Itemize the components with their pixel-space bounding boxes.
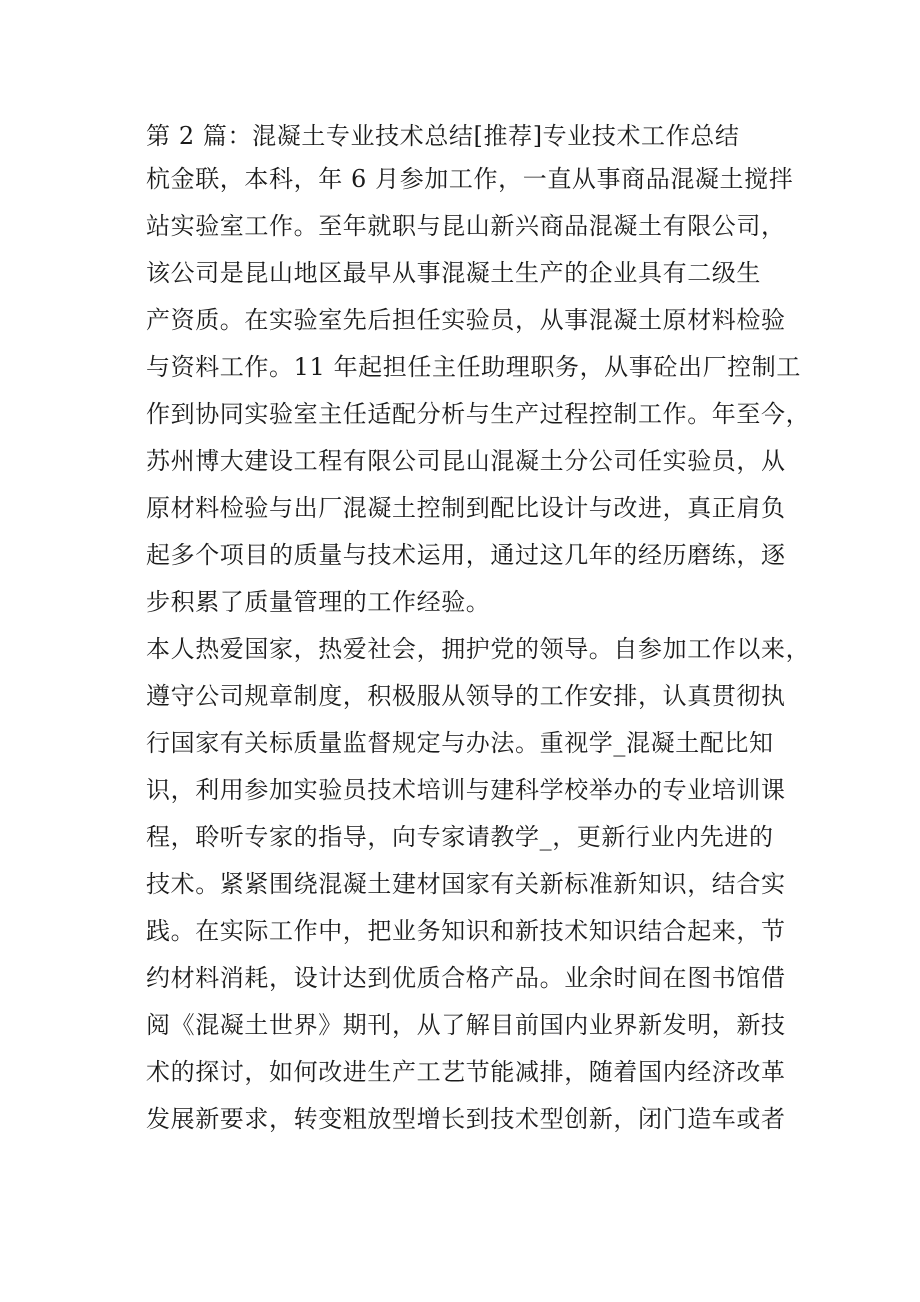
- paragraph-1-line: 产资质。在实验室先后担任实验员，从事混凝土原材料检验: [146, 306, 786, 334]
- paragraph-2-line: 本人热爱国家，热爱社会，拥护党的领导。自参加工作以来，: [146, 635, 811, 663]
- paragraph-2-line: 发展新要求，转变粗放型增长到技术型创新，闭门造车或者: [146, 1105, 786, 1133]
- paragraph-1-line: 起多个项目的质量与技术运用，通过这几年的经历磨练，逐: [146, 541, 786, 569]
- paragraph-1-line: 该公司是昆山地区最早从事混凝土生产的企业具有二级生: [146, 259, 761, 287]
- paragraph-1-line: 原材料检验与出厂混凝土控制到配比设计与改进，真正肩负: [146, 494, 786, 522]
- paragraph-2-line: 技术。紧紧围绕混凝土建材国家有关新标准新知识，结合实: [146, 870, 786, 898]
- paragraph-1-line: 苏州博大建设工程有限公司昆山混凝土分公司任实验员，从: [146, 447, 786, 475]
- paragraph-2-line: 程，聆听专家的指导，向专家请教学_，更新行业内先进的: [146, 823, 774, 851]
- paragraph-2-line: 术的探讨，如何改进生产工艺节能减排，随着国内经济改革: [146, 1058, 786, 1086]
- paragraph-1-line: 作到协同实验室主任适配分析与生产过程控制工作。年至今，: [146, 400, 811, 428]
- paragraph-1-line: 杭金联，本科，年 6 月参加工作，一直从事商品混凝土搅拌: [146, 165, 794, 193]
- paragraph-2-line: 行国家有关标质量监督规定与办法。重视学_混凝土配比知: [146, 729, 774, 757]
- paragraph-2-line: 约材料消耗，设计达到优质合格产品。业余时间在图书馆借: [146, 964, 786, 992]
- paragraph-2-line: 遵守公司规章制度，积极服从领导的工作安排，认真贯彻执: [146, 682, 786, 710]
- paragraph-2-line: 阅《混凝土世界》期刊，从了解目前国内业界新发明，新技: [146, 1011, 786, 1039]
- paragraph-1-line: 与资料工作。11 年起担任主任助理职务，从事砼出厂控制工: [146, 353, 801, 381]
- paragraph-2-line: 践。在实际工作中，把业务知识和新技术知识结合起来，节: [146, 917, 786, 945]
- document-title: 第 2 篇：混凝土专业技术总结[推荐]专业技术工作总结: [146, 122, 740, 150]
- paragraph-2-line: 识，利用参加实验员技术培训与建科学校举办的专业培训课: [146, 776, 786, 804]
- paragraph-1-line: 步积累了质量管理的工作经验。: [146, 588, 491, 616]
- paragraph-1-line: 站实验室工作。至年就职与昆山新兴商品混凝土有限公司，: [146, 212, 786, 240]
